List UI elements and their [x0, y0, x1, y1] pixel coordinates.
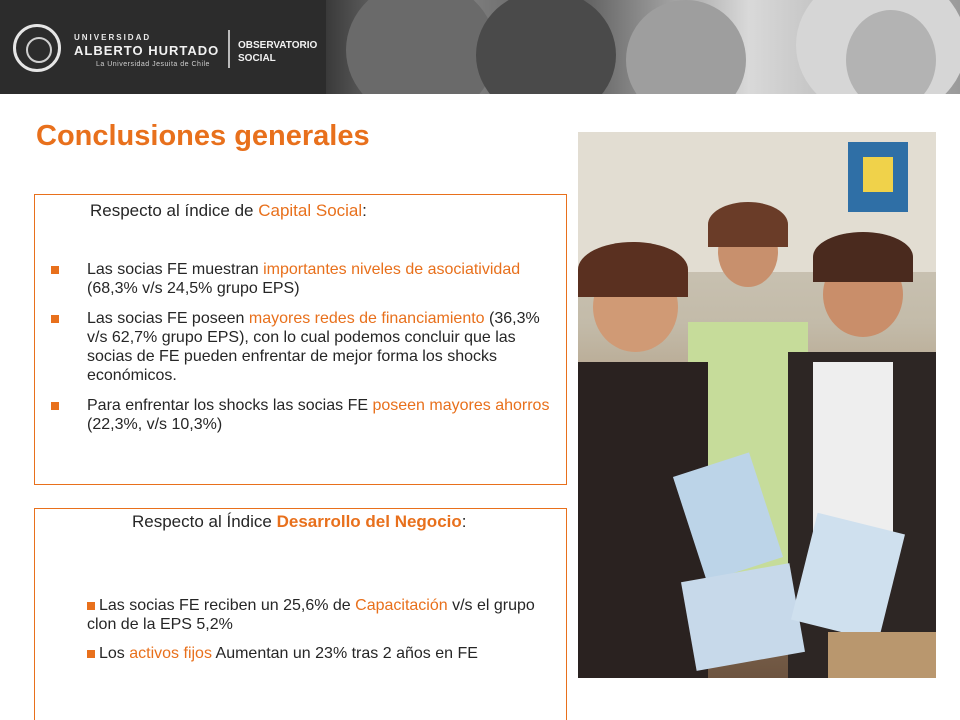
women-meeting-photo [578, 132, 936, 678]
list-item [87, 596, 562, 634]
header-photo [326, 0, 960, 94]
university-small-label: UNIVERSIDAD [74, 33, 152, 42]
bullet-square-icon [51, 402, 59, 410]
bullet-highlight: mayores redes de financiamiento [248, 310, 485, 327]
bullet-text: Las socias FE reciben un 25,6% de [99, 597, 356, 614]
list-item [87, 644, 562, 663]
bullet-text: Para enfrentar los shocks las socias FE [87, 397, 373, 414]
desarrollo-negocio-heading [132, 511, 492, 533]
desarrollo-negocio-list [87, 596, 562, 663]
bullet-text-tail: v/s el grupo clon de la EPS 5,2% [87, 597, 535, 633]
list-item [49, 396, 554, 434]
list-item [49, 260, 554, 298]
header-banner [0, 0, 960, 94]
bullet-text: Los [99, 645, 130, 662]
logo-divider [228, 30, 230, 68]
bullet-square-icon [87, 602, 95, 610]
bullet-text-tail: Aumentan un 23% tras 2 años en FE [211, 645, 478, 662]
bullet-highlight: poseen mayores ahorros [372, 397, 550, 414]
capital-social-list [49, 260, 554, 434]
capital-social-box [34, 194, 567, 485]
heading-text: Respecto al Índice [132, 512, 277, 531]
heading-text: Respecto al índice de [90, 201, 259, 220]
bullet-highlight: activos fijos [129, 645, 212, 662]
bullet-highlight: Capacitación [355, 597, 448, 614]
bullet-text-tail: (68,3% v/s 24,5% grupo EPS) [87, 280, 300, 297]
bullet-square-icon [51, 266, 59, 274]
observatory-label-line2: SOCIAL [238, 53, 276, 64]
bullet-text: Las socias FE poseen [87, 310, 249, 327]
heading-suffix: : [362, 201, 367, 220]
university-tagline: La Universidad Jesuita de Chile [96, 61, 210, 68]
list-item [49, 309, 554, 385]
heading-suffix: : [461, 512, 467, 531]
slide-title: Conclusiones generales [36, 120, 370, 152]
bullet-text: Las socias FE muestran [87, 261, 264, 278]
bullet-square-icon [51, 315, 59, 323]
heading-highlight: Desarrollo del Negocio [276, 512, 462, 531]
university-name: ALBERTO HURTADO [74, 43, 220, 58]
bullet-text-tail: (22,3%, v/s 10,3%) [87, 416, 223, 433]
observatory-label-line1: OBSERVATORIO [238, 40, 318, 51]
bullet-highlight: importantes niveles de asociatividad [263, 261, 521, 278]
capital-social-heading [90, 200, 367, 222]
bullet-square-icon [87, 650, 95, 658]
logo-panel [0, 0, 326, 94]
bullet-text-tail: (36,3% v/s 62,7% grupo EPS), con lo cual podemos concluir que las socias de FE pueden enfrentar de mejor forma los shocks económicos. [87, 310, 540, 384]
desarrollo-negocio-box [34, 508, 567, 720]
heading-highlight: Capital Social [258, 201, 363, 220]
university-seal-icon [13, 24, 61, 72]
